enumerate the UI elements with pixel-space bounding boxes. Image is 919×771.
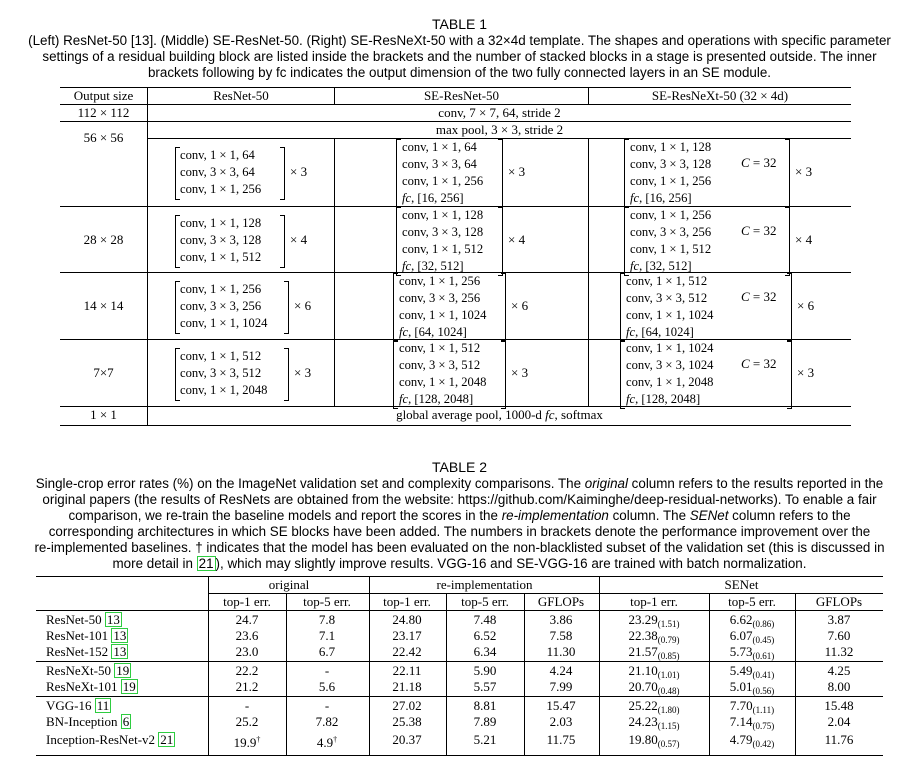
t2-senet-top1: $20.70_{(0.48)}$ bbox=[628, 679, 680, 696]
t1-bracket-left bbox=[393, 340, 398, 409]
t2-orig-top1: 23.0 bbox=[235, 644, 259, 659]
t2-orig-top5: 7.82 bbox=[315, 714, 339, 729]
t2-reimpl-gflops: 7.58 bbox=[549, 628, 573, 643]
t1-se-line: conv, 1 × 1, 256 bbox=[402, 174, 484, 188]
table1-caption-line1: (Left) ResNet-50 [13]. (Middle) SE-ResNet-50. (Right) SE-ResNeXt-50 with a 32×4d template. The shapes and operations with specific parameter bbox=[28, 33, 891, 48]
t2-model-name: ResNet-50 13 bbox=[46, 612, 120, 627]
t2-senet-gflops: 11.32 bbox=[824, 644, 854, 659]
t2-citation[interactable]: 13 bbox=[113, 628, 127, 643]
t2-improvement: (1.11) bbox=[752, 705, 775, 715]
t2-improvement: (0.42) bbox=[752, 739, 775, 749]
t2-orig-top1: 24.7 bbox=[235, 612, 259, 627]
t2-reimpl-top5: 5.57 bbox=[473, 679, 497, 694]
t1-resnet-times: × 3 bbox=[290, 164, 308, 179]
t2-senet-top1: $21.57_{(0.85)}$ bbox=[628, 644, 680, 661]
t1-resnet-times: × 6 bbox=[294, 298, 312, 313]
t2-senet-gflops: 7.60 bbox=[827, 628, 851, 643]
t1-sex-line: fc, [16, 256] bbox=[630, 191, 692, 205]
t2-improvement: (1.51) bbox=[657, 619, 680, 629]
t1-stage-size: 14 × 14 bbox=[83, 298, 124, 313]
t2-improvement: (0.86) bbox=[752, 619, 775, 629]
t2-orig-top5: 5.6 bbox=[318, 679, 336, 694]
table2-label: TABLE 2 bbox=[432, 459, 487, 475]
t2-senet-top1: $22.38_{(0.79)}$ bbox=[628, 628, 680, 645]
t1-cardinality: C = 32 bbox=[741, 356, 777, 371]
t1-se-line: conv, 1 × 1, 128 bbox=[402, 208, 484, 222]
t2-model-name: BN-Inception 6 bbox=[46, 714, 130, 729]
t1-se-line: conv, 3 × 3, 256 bbox=[399, 291, 481, 305]
t2-reimpl-gflops: 7.99 bbox=[549, 679, 573, 694]
table2-caption-line3: comparison, we re-train the baseline models and report the scores in the re-implementation column. The SENet column refers to the bbox=[68, 508, 851, 523]
t2-orig-top5: - bbox=[324, 663, 330, 678]
table1-label: TABLE 1 bbox=[432, 16, 487, 32]
t2-senet-gflops: 3.87 bbox=[827, 612, 851, 627]
t1-bracket-right bbox=[280, 215, 285, 268]
t2-senet-gflops: 11.76 bbox=[824, 732, 854, 747]
t2-reimpl-gflops: 11.30 bbox=[546, 644, 576, 659]
t1-bracket-right bbox=[501, 340, 506, 409]
t1-bracket-right bbox=[498, 207, 503, 276]
t2-improvement: (0.85) bbox=[657, 651, 680, 661]
t1-stage-size: 28 × 28 bbox=[83, 231, 124, 247]
t1-sex-line: conv, 1 × 1, 1024 bbox=[626, 341, 714, 355]
t1-sex-line: conv, 1 × 1, 256 bbox=[630, 174, 712, 188]
t1-resnet-line: conv, 3 × 3, 512 bbox=[180, 366, 262, 380]
t1-sex-line: conv, 1 × 1, 1024 bbox=[626, 308, 714, 322]
t2-orig-top5: - bbox=[324, 698, 330, 713]
t1-resnet-line: conv, 1 × 1, 256 bbox=[180, 282, 262, 296]
t2-reimpl-top1: 23.17 bbox=[392, 628, 422, 643]
t2-subheader: GFLOPs bbox=[815, 594, 863, 609]
t2-group-reimpl: re-implementation bbox=[436, 577, 533, 592]
t1-se-block bbox=[399, 273, 486, 341]
t2-reimpl-top5: 6.34 bbox=[473, 644, 497, 659]
t2-senet-top5: $6.62_{(0.86)}$ bbox=[729, 612, 775, 629]
t2-orig-top5: 7.8 bbox=[318, 612, 336, 627]
t1-sex-block bbox=[626, 340, 713, 408]
t2-senet-top5: $6.07_{(0.45)}$ bbox=[729, 628, 775, 645]
t2-model-name: ResNet-152 13 bbox=[46, 644, 127, 659]
t1-sex-times: × 4 bbox=[795, 232, 813, 247]
t1-header-se-resnet: SE-ResNet-50 bbox=[423, 88, 500, 103]
t1-sex-line: conv, 3 × 3, 256 bbox=[630, 225, 712, 239]
t2-senet-top5: $7.14_{(0.75)}$ bbox=[729, 714, 775, 731]
t2-senet-top5: $5.01_{(0.56)}$ bbox=[729, 679, 775, 696]
t1-resnet-block bbox=[180, 215, 261, 266]
t1-maxpool: max pool, 3 × 3, stride 2 bbox=[435, 122, 564, 137]
t2-model-name: ResNeXt-101 19 bbox=[46, 679, 136, 694]
t1-sex-line: conv, 3 × 3, 512 bbox=[626, 291, 708, 305]
t2-reimpl-gflops: 3.86 bbox=[549, 612, 573, 627]
table1-caption-line2: settings of a residual building block are listed inside the brackets and the number of stacked blocks in a stage is presented outside. The inner bbox=[42, 49, 877, 64]
t2-group-senet: SENet bbox=[724, 577, 759, 592]
t1-sex-line: conv, 3 × 3, 128 bbox=[630, 157, 712, 171]
t2-improvement: (0.41) bbox=[752, 670, 775, 680]
t1-se-times: × 4 bbox=[508, 232, 526, 247]
t2-improvement: (1.01) bbox=[657, 670, 680, 680]
t1-bracket-right bbox=[785, 207, 790, 276]
t1-sex-times: × 3 bbox=[797, 365, 815, 380]
t2-reimpl-top1: 20.37 bbox=[392, 732, 422, 747]
t1-header-resnet: ResNet-50 bbox=[213, 88, 269, 103]
t2-citation[interactable]: 6 bbox=[122, 714, 130, 729]
t1-resnet-line: conv, 1 × 1, 512 bbox=[180, 250, 262, 264]
t1-header-se-resnext: SE-ResNeXt-50 (32 × 4d) bbox=[651, 88, 789, 103]
t1-resnet-line: conv, 3 × 3, 128 bbox=[180, 233, 262, 247]
t1-se-line: conv, 1 × 1, 256 bbox=[399, 274, 481, 288]
t2-orig-top1: 21.2 bbox=[235, 679, 259, 694]
t1-sex-line: conv, 1 × 1, 512 bbox=[626, 274, 708, 288]
t1-sex-block bbox=[626, 273, 713, 341]
t2-improvement: (0.79) bbox=[657, 635, 680, 645]
t1-se-line: conv, 1 × 1, 2048 bbox=[399, 375, 487, 389]
t2-senet-top1: $25.22_{(1.80)}$ bbox=[628, 698, 680, 715]
t2-senet-gflops: 15.48 bbox=[824, 698, 854, 713]
t1-bracket-right bbox=[284, 281, 289, 334]
t2-model-name: VGG-16 11 bbox=[46, 698, 110, 713]
t1-se-line: fc, [128, 2048] bbox=[399, 392, 474, 406]
t1-bracket-right bbox=[284, 348, 289, 401]
t1-size-1: 1 × 1 bbox=[90, 407, 117, 422]
t2-citation[interactable]: 21 bbox=[160, 732, 174, 747]
t2-orig-top5: 7.1 bbox=[318, 628, 336, 643]
t1-bracket-right bbox=[785, 139, 790, 208]
t1-se-line: conv, 3 × 3, 64 bbox=[402, 157, 477, 171]
t1-se-times: × 3 bbox=[508, 164, 526, 179]
t2-senet-top1: $24.23_{(1.15)}$ bbox=[628, 714, 680, 731]
t2-model-name: ResNet-101 13 bbox=[46, 628, 127, 643]
t2-group-original: original bbox=[268, 577, 310, 592]
t2-reimpl-gflops: 2.03 bbox=[549, 714, 573, 729]
t1-cardinality: C = 32 bbox=[741, 223, 777, 238]
t2-senet-gflops: 8.00 bbox=[827, 679, 851, 694]
t2-reimpl-top5: 6.52 bbox=[473, 628, 497, 643]
t2-subheader: GFLOPs bbox=[537, 594, 585, 609]
t1-se-times: × 6 bbox=[511, 298, 529, 313]
t1-sex-line: conv, 1 × 1, 128 bbox=[630, 140, 712, 154]
t1-sex-line: fc, [128, 2048] bbox=[626, 392, 701, 406]
t2-senet-top1: $21.10_{(1.01)}$ bbox=[628, 663, 680, 680]
t2-orig-top1: 22.2 bbox=[235, 663, 259, 678]
t1-stage-size: 7×7 bbox=[93, 365, 114, 380]
t2-orig-top5: 6.7 bbox=[318, 644, 336, 659]
t1-se-line: conv, 1 × 1, 1024 bbox=[399, 308, 487, 322]
t1-bracket-left bbox=[393, 273, 398, 342]
t1-stage-size: 56 × 56 bbox=[83, 130, 124, 145]
table1-caption-line3: brackets following by fc indicates the output dimension of the two fully connected layers in an SE module. bbox=[147, 65, 771, 80]
t2-reimpl-gflops: 4.24 bbox=[549, 663, 573, 678]
t2-reimpl-top5: 5.21 bbox=[473, 732, 497, 747]
t1-se-line: fc, [16, 256] bbox=[402, 191, 464, 205]
t1-resnet-line: conv, 1 × 1, 2048 bbox=[180, 383, 268, 397]
t1-se-line: conv, 1 × 1, 512 bbox=[402, 242, 484, 256]
t1-se-line: conv, 3 × 3, 128 bbox=[402, 225, 484, 239]
t2-reimpl-top1: 22.42 bbox=[392, 644, 422, 659]
t2-improvement: (0.45) bbox=[752, 635, 775, 645]
t2-model-name: Inception-ResNet-v2 21 bbox=[46, 732, 174, 747]
t2-subheader: top-1 err. bbox=[630, 594, 678, 609]
t2-orig-top1: 19.9† bbox=[233, 735, 261, 750]
t2-citation[interactable]: 19 bbox=[122, 679, 136, 694]
t2-subheader: top-1 err. bbox=[223, 594, 271, 609]
t2-senet-top5: $7.70_{(1.11)}$ bbox=[729, 698, 775, 715]
t1-resnet-line: conv, 1 × 1, 512 bbox=[180, 349, 262, 363]
t2-reimpl-gflops: 15.47 bbox=[546, 698, 576, 713]
caption-citation-21[interactable]: 21 bbox=[198, 556, 214, 571]
t2-subheader: top-5 err. bbox=[303, 594, 351, 609]
t2-senet-top5: $5.73_{(0.61)}$ bbox=[729, 644, 775, 661]
t1-se-line: fc, [32, 512] bbox=[402, 259, 464, 273]
t2-reimpl-top1: 27.02 bbox=[392, 698, 422, 713]
t1-cardinality: C = 32 bbox=[741, 155, 777, 170]
t1-sex-line: conv, 3 × 3, 1024 bbox=[626, 358, 714, 372]
t2-reimpl-top1: 24.80 bbox=[392, 612, 422, 627]
t2-improvement: (1.15) bbox=[657, 721, 680, 731]
t1-bracket-right bbox=[280, 147, 285, 200]
t1-resnet-line: conv, 1 × 1, 128 bbox=[180, 216, 262, 230]
t2-citation[interactable]: 11 bbox=[96, 698, 110, 713]
t2-senet-gflops: 4.25 bbox=[827, 663, 851, 678]
t2-reimpl-top5: 5.90 bbox=[473, 663, 497, 678]
t1-header-output-size: Output size bbox=[73, 88, 134, 103]
table2-caption-line5: re-implemented baselines. † indicates that the model has been evaluated on the non-blacklisted subset of the validation set (this is discussed in bbox=[34, 540, 885, 555]
t2-senet-top1: $19.80_{(0.57)}$ bbox=[628, 732, 680, 749]
t1-bracket-left bbox=[620, 273, 625, 342]
t2-senet-top1: $23.29_{(1.51)}$ bbox=[628, 612, 680, 629]
t2-subheader: top-5 err. bbox=[461, 594, 509, 609]
table2-caption-line6: more detail in 21 ), which may slightly improve results. VGG-16 and SE-VGG-16 are trained with batch normalization. bbox=[112, 556, 807, 571]
t2-citation[interactable]: 13 bbox=[113, 644, 127, 659]
t2-reimpl-top1: 22.11 bbox=[392, 663, 422, 678]
t1-se-line: fc, [64, 1024] bbox=[399, 325, 467, 339]
table2-caption-line1: Single-crop error rates (%) on the ImageNet validation set and complexity comparisons. The original column refers to the results reported in the bbox=[35, 476, 884, 491]
t1-se-block bbox=[399, 340, 486, 408]
t1-se-line: conv, 1 × 1, 512 bbox=[399, 341, 481, 355]
table2-caption-line4: corresponding architectures in which SE blocks have been added. The numbers in brackets denote the performance improvement over the bbox=[48, 524, 871, 539]
t2-orig-top1: 25.2 bbox=[235, 714, 259, 729]
t1-se-line: conv, 3 × 3, 512 bbox=[399, 358, 481, 372]
table2-caption-line2: original papers (the results of ResNets are obtained from the website: https://github.com/Kaiminghe/deep-residual-networks). To enable a fair bbox=[42, 492, 877, 507]
t1-conv1: conv, 7 × 7, 64, stride 2 bbox=[438, 105, 561, 120]
t1-resnet-line: conv, 1 × 1, 64 bbox=[180, 148, 255, 162]
t2-reimpl-top5: 7.48 bbox=[473, 612, 497, 627]
t1-resnet-block bbox=[180, 348, 267, 399]
t2-orig-top5: 4.9† bbox=[316, 735, 338, 750]
t1-resnet-times: × 4 bbox=[290, 232, 308, 247]
t1-resnet-line: conv, 1 × 1, 256 bbox=[180, 182, 262, 196]
t1-sex-line: conv, 1 × 1, 512 bbox=[630, 242, 712, 256]
t2-subheader: top-5 err. bbox=[728, 594, 776, 609]
t2-improvement: (0.75) bbox=[752, 721, 775, 731]
t2-dagger: † bbox=[333, 735, 338, 744]
t2-reimpl-top1: 21.18 bbox=[392, 679, 422, 694]
t2-orig-top1: - bbox=[244, 698, 250, 713]
t2-subheader: top-1 err. bbox=[383, 594, 431, 609]
t1-resnet-line: conv, 3 × 3, 64 bbox=[180, 165, 255, 179]
t1-bracket-right bbox=[787, 273, 792, 342]
t2-senet-top5: $4.79_{(0.42)}$ bbox=[729, 732, 775, 749]
t1-sex-line: conv, 1 × 1, 256 bbox=[630, 208, 712, 222]
t2-reimpl-gflops: 11.75 bbox=[546, 732, 576, 747]
t1-resnet-block bbox=[180, 147, 261, 198]
t1-bracket-right bbox=[787, 340, 792, 409]
t1-bracket-right bbox=[501, 273, 506, 342]
t1-sex-line: fc, [32, 512] bbox=[630, 259, 692, 273]
t1-resnet-block bbox=[180, 281, 267, 332]
t1-resnet-line: conv, 3 × 3, 256 bbox=[180, 299, 262, 313]
table2 bbox=[36, 576, 883, 756]
t2-reimpl-top1: 25.38 bbox=[392, 714, 422, 729]
t1-sex-times: × 3 bbox=[795, 164, 813, 179]
t1-se-block bbox=[402, 207, 483, 275]
t1-size-112: 112 × 112 bbox=[77, 105, 130, 120]
t2-reimpl-top5: 7.89 bbox=[473, 714, 497, 729]
t2-improvement: (0.56) bbox=[752, 686, 775, 696]
t2-senet-top5: $5.49_{(0.41)}$ bbox=[729, 663, 775, 680]
t1-bracket-left bbox=[396, 207, 401, 276]
t1-bracket-right bbox=[498, 139, 503, 208]
t1-bracket-left bbox=[624, 207, 629, 276]
t2-reimpl-top5: 8.81 bbox=[473, 698, 497, 713]
t1-resnet-times: × 3 bbox=[294, 365, 312, 380]
t2-model-name: ResNeXt-50 19 bbox=[46, 663, 130, 678]
t1-bracket-left bbox=[396, 139, 401, 208]
t2-improvement: (0.61) bbox=[752, 651, 775, 661]
t1-sex-block bbox=[630, 207, 711, 275]
t2-dagger: † bbox=[256, 735, 261, 744]
t1-bracket-left bbox=[620, 340, 625, 409]
table1 bbox=[60, 87, 851, 426]
t1-sex-block bbox=[630, 139, 711, 207]
table1-caption bbox=[0, 33, 919, 81]
t2-senet-gflops: 2.04 bbox=[827, 714, 851, 729]
t2-improvement: (1.80) bbox=[657, 705, 680, 715]
t1-bracket-left bbox=[624, 139, 629, 208]
t1-se-block bbox=[402, 139, 483, 207]
t1-sex-line: fc, [64, 1024] bbox=[626, 325, 694, 339]
t1-sex-times: × 6 bbox=[797, 298, 815, 313]
t1-global-pool: global average pool, 1000-d fc, softmax bbox=[396, 407, 603, 422]
t2-orig-top1: 23.6 bbox=[235, 628, 259, 643]
t1-sex-line: conv, 1 × 1, 2048 bbox=[626, 375, 714, 389]
t1-cardinality: C = 32 bbox=[741, 289, 777, 304]
t2-improvement: (0.57) bbox=[657, 739, 680, 749]
t1-se-line: conv, 1 × 1, 64 bbox=[402, 140, 477, 154]
t2-citation[interactable]: 19 bbox=[116, 663, 130, 678]
table2-caption bbox=[0, 476, 919, 572]
t1-resnet-line: conv, 1 × 1, 1024 bbox=[180, 316, 268, 330]
t2-citation[interactable]: 13 bbox=[106, 612, 120, 627]
t1-se-times: × 3 bbox=[511, 365, 529, 380]
t2-improvement: (0.48) bbox=[657, 686, 680, 696]
